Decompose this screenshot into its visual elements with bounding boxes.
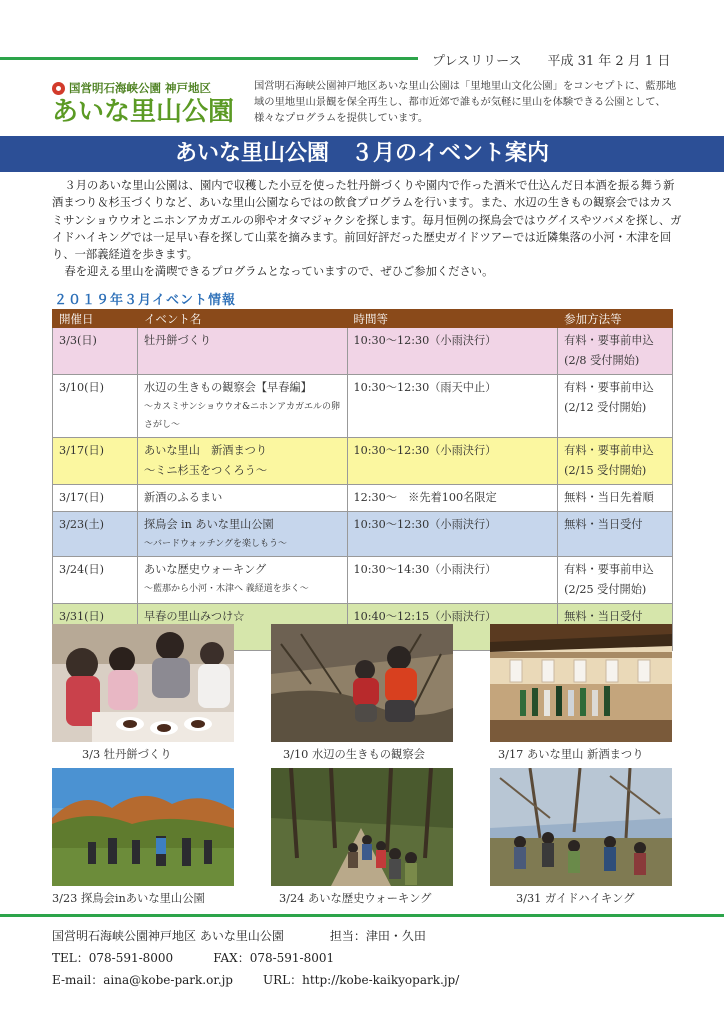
body-paragraph-2: 春を迎える里山を満喫できるプログラムとなっていますので、ぜひご参加ください。 (64, 265, 494, 279)
event-table (52, 309, 673, 651)
event-method-note: (2/8 受付開始) (564, 354, 640, 367)
event-date: 3/17(日) (53, 485, 138, 512)
event-table-header (53, 310, 673, 328)
event-section-title: ２０１９年３月イベント情報 (54, 293, 237, 308)
park-intro: 国営明石海峡公園神戸地区あいな里山公園は「里地里山文化公園」をコンセプトに、藍那地域の里地里山景観を保全再生し、都市近郊で誰もが気軽に里山を体験できる公園として、様々なプログラムを提供しています。 (254, 80, 677, 124)
body-paragraph-1: ３月のあいな里山公園は、園内で収穫した小豆を使った牡丹餅づくりや園内で作った酒米で仕込んだ日本酒を振る舞う新酒まつり＆杉玉づくりなど、あいな里山公園ならではの飲食プログラムを行います。また、水辺の生きもの観察会ではカスミサンショウウオとニホンアカガエルの卵やオタマジャクシを探します。毎月恒例の探鳥会ではウグイスやツバメを探し、ガイドハイキングでは一足早い春を探して山菜を摘みます。前回好評だった歴史ガイドツアーでは近隣集落の小河・木津を回り、一部義経道を歩きます。 (52, 179, 682, 262)
event-subtitle: ～バードウォッチングを楽しもう～ (143, 539, 287, 549)
event-date: 3/24(日) (53, 557, 138, 604)
photo-botamochi (52, 624, 234, 742)
photo-caption: 3/3 牡丹餅づくり (82, 748, 172, 761)
park-logo-icon (52, 82, 65, 95)
logo-subtitle: 国営明石海峡公園 神戸地区 (69, 81, 212, 95)
event-subtitle: ～藍那から小河・木津へ 義経道を歩く～ (143, 584, 309, 594)
event-date: 3/3(日) (53, 328, 138, 375)
footer-contact (52, 925, 459, 991)
event-method: 有料・要事前申込 (564, 381, 654, 394)
body-text (52, 177, 682, 281)
table-row (53, 328, 673, 375)
release-date: 平成 31 年 2 月 1 日 (547, 54, 671, 69)
event-time: 10:40～12:15（小雨決行） (347, 604, 558, 651)
event-subtitle: ～ミニ杉玉をつくろう～ (143, 464, 268, 477)
banner-title: あいな里山公園 ３月のイベント案内 (174, 141, 549, 166)
photo-history-walking (271, 768, 453, 886)
event-method-note: (2/25 受付開始) (564, 583, 647, 596)
event-time: 10:30～12:30（小雨決行） (347, 438, 558, 485)
event-name: 水辺の生きもの観察会【早春編】 (143, 381, 312, 394)
event-subtitle: ～カスミサンショウウオ&ニホンアカガエルの卵さがし～ (143, 402, 341, 430)
event-time: 10:30～12:30（雨天中止） (347, 375, 558, 438)
table-row (53, 438, 673, 485)
photo-caption: 3/23 探鳥会inあいな里山公園 (52, 892, 205, 905)
photo-bird-watching (52, 768, 234, 886)
event-name: 新酒のふるまい (137, 485, 347, 512)
header-event: イベント名 (137, 310, 347, 328)
event-method: 有料・要事前申込 (564, 444, 654, 457)
press-release-label: プレスリリース (432, 54, 522, 69)
event-method: 有料・要事前申込 (564, 563, 654, 576)
event-time: 10:30～14:30（小雨決行） (347, 557, 558, 604)
footer-person: 担当：津田・久田 (329, 929, 426, 943)
press-release-header (432, 50, 670, 69)
footer-url[interactable]: URL：http://kobe-kaikyopark.jp/ (262, 973, 460, 987)
event-name: あいな里山 新酒まつり (143, 444, 268, 457)
photo-caption: 3/31 ガイドハイキング (516, 892, 635, 905)
header-date: 開催日 (53, 310, 138, 328)
table-row (53, 512, 673, 557)
park-logo (52, 80, 242, 128)
event-name: 牡丹餅づくり (143, 334, 212, 347)
photo-sake-festival (490, 624, 672, 742)
footer-org: 国営明石海峡公園神戸地区 あいな里山公園 (52, 929, 284, 943)
event-method: 有料・要事前申込 (564, 334, 654, 347)
photo-caption: 3/24 あいな歴史ウォーキング (279, 892, 432, 905)
photo-guided-hiking (490, 768, 672, 886)
event-method-note: (2/15 受付開始) (564, 464, 647, 477)
photo-waterside (271, 624, 453, 742)
photo-caption: 3/10 水辺の生きもの観察会 (283, 748, 425, 761)
footer-fax: FAX：078-591-8001 (213, 951, 335, 965)
event-date: 3/23(土) (53, 512, 138, 557)
top-green-rule (0, 57, 418, 60)
event-method: 無料・当日受付 (558, 512, 673, 557)
table-row (53, 485, 673, 512)
event-time: 10:30～12:30（小雨決行） (347, 512, 558, 557)
event-name: 探鳥会 in あいな里山公園 (143, 518, 274, 531)
event-name: 早春の里山みつけ☆ (143, 610, 245, 623)
event-method: 無料・当日先着順 (558, 485, 673, 512)
table-row (53, 375, 673, 438)
bottom-green-rule (0, 914, 724, 917)
header-method: 参加方法等 (558, 310, 673, 328)
table-row (53, 557, 673, 604)
footer-email[interactable]: E-mail：aina@kobe-park.or.jp (52, 973, 233, 987)
event-method-note: (2/12 受付開始) (564, 401, 647, 414)
event-time: 12:30～ ※先着100名限定 (347, 485, 558, 512)
event-date: 3/17(日) (53, 438, 138, 485)
event-name: あいな歴史ウォーキング (143, 563, 267, 576)
title-banner (0, 136, 724, 172)
event-date: 3/31(日) (53, 604, 138, 651)
photo-caption: 3/17 あいな里山 新酒まつり (498, 748, 644, 761)
logo-title: あいな里山公園 (52, 97, 235, 127)
event-method: 無料・当日受付 (558, 604, 673, 651)
header-time: 時間等 (347, 310, 558, 328)
footer-tel: TEL：078-591-8000 (52, 951, 174, 965)
event-date: 3/10(日) (53, 375, 138, 438)
event-time: 10:30～12:30（小雨決行） (347, 328, 558, 375)
